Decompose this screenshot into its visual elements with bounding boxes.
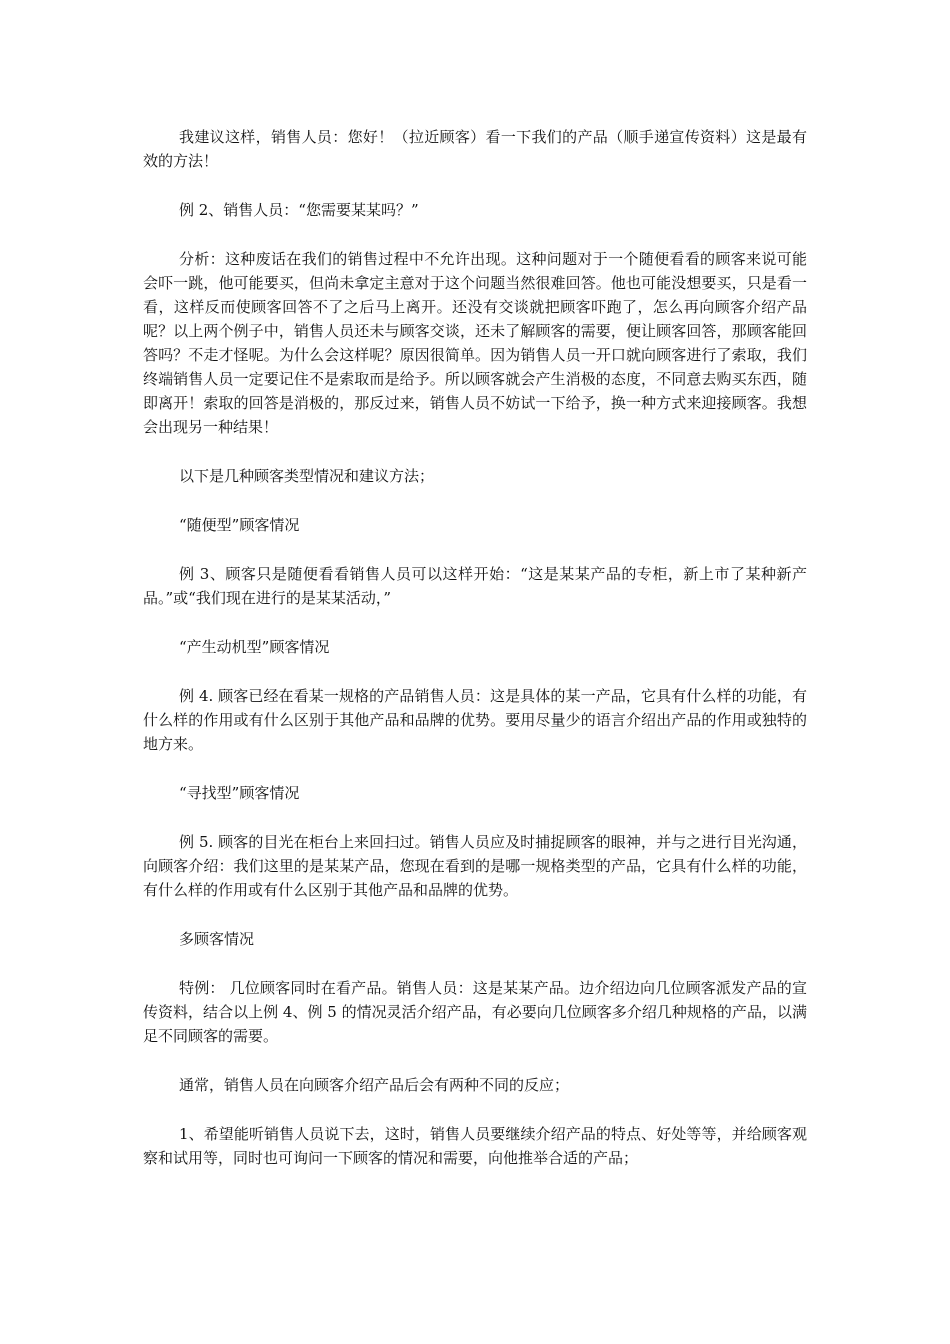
paragraph-two-reactions: 通常，销售人员在向顾客介绍产品后会有两种不同的反应； (179, 1076, 570, 1094)
paragraph-customer-types-intro: 以下是几种顾客类型情况和建议方法； (179, 467, 435, 485)
heading-motivated-type: “产生动机型”顾客情况 (179, 638, 330, 656)
heading-multiple-customers: 多顾客情况 (179, 930, 255, 948)
paragraph-example-4: 例 4. 顾客已经在看某一规格的产品销售人员：这是具体的某一产品，它具有什么样的功能，有什么样的作用或有什么区别于其他产品和品牌的优势。要用尽量少的语言介绍出产品的作用或独特的地方来。 (143, 687, 807, 753)
paragraph-example-3: 例 3、顾客只是随便看看销售人员可以这样开始：“这是某某产品的专柜，新上市了某种新产品。”或“我们现在进行的是某某活动，” (143, 565, 807, 607)
paragraph-special-case: 特例： 几位顾客同时在看产品。销售人员：这是某某产品。边介绍边向几位顾客派发产品的宣传资料，结合以上例 4、例 5 的情况灵活介绍产品，有必要向几位顾客多介绍几种规格的产品，以满足不同顾客的需要。 (143, 979, 807, 1045)
heading-casual-type: “随便型”顾客情况 (179, 516, 300, 534)
paragraph-analysis: 分析：这种废话在我们的销售过程中不允许出现。这种问题对于一个随便看看的顾客来说可能会吓一跳，他可能要买，但尚未拿定主意对于这个问题当然很难回答。他也可能没想要买，只是看一看，这样反而使顾客回答不了之后马上离开。还没有交谈就把顾客吓跑了，怎么再向顾客介绍产品呢？以上两个例子中，销售人员还未与顾客交谈，还未了解顾客的需要，便让顾客回答，那顾客能回答吗？不走才怪呢。为什么会这样呢？原因很简单。因为销售人员一开口就向顾客进行了索取，我们终端销售人员一定要记住不是索取而是给予。所以顾客就会产生消极的态度，不同意去购买东西，随即离开！索取的回答是消极的，那反过来，销售人员不妨试一下给予，换一种方式来迎接顾客。我想会出现另一种结果！ (143, 250, 807, 436)
paragraph-example-5: 例 5. 顾客的目光在柜台上来回扫过。销售人员应及时捕捉顾客的眼神，并与之进行目光沟通，向顾客介绍：我们这里的是某某产品，您现在看到的是哪一规格类型的产品，它具有什么样的功能，有什么样的作用或有什么区别于其他产品和品牌的优势。 (143, 833, 807, 899)
paragraph-recommendation: 我建议这样，销售人员：您好！（拉近顾客）看一下我们的产品（顺手递宣传资料）这是最有效的方法！ (143, 128, 807, 170)
paragraph-example-2: 例 2、销售人员：“您需要某某吗？” (179, 201, 419, 219)
document-body (143, 125, 807, 1195)
paragraph-reaction-1: 1、希望能听销售人员说下去，这时，销售人员要继续介绍产品的特点、好处等等，并给顾客观察和试用等，同时也可询问一下顾客的情况和需要，向他推举合适的产品； (143, 1125, 807, 1167)
heading-searching-type: “寻找型”顾客情况 (179, 784, 300, 802)
